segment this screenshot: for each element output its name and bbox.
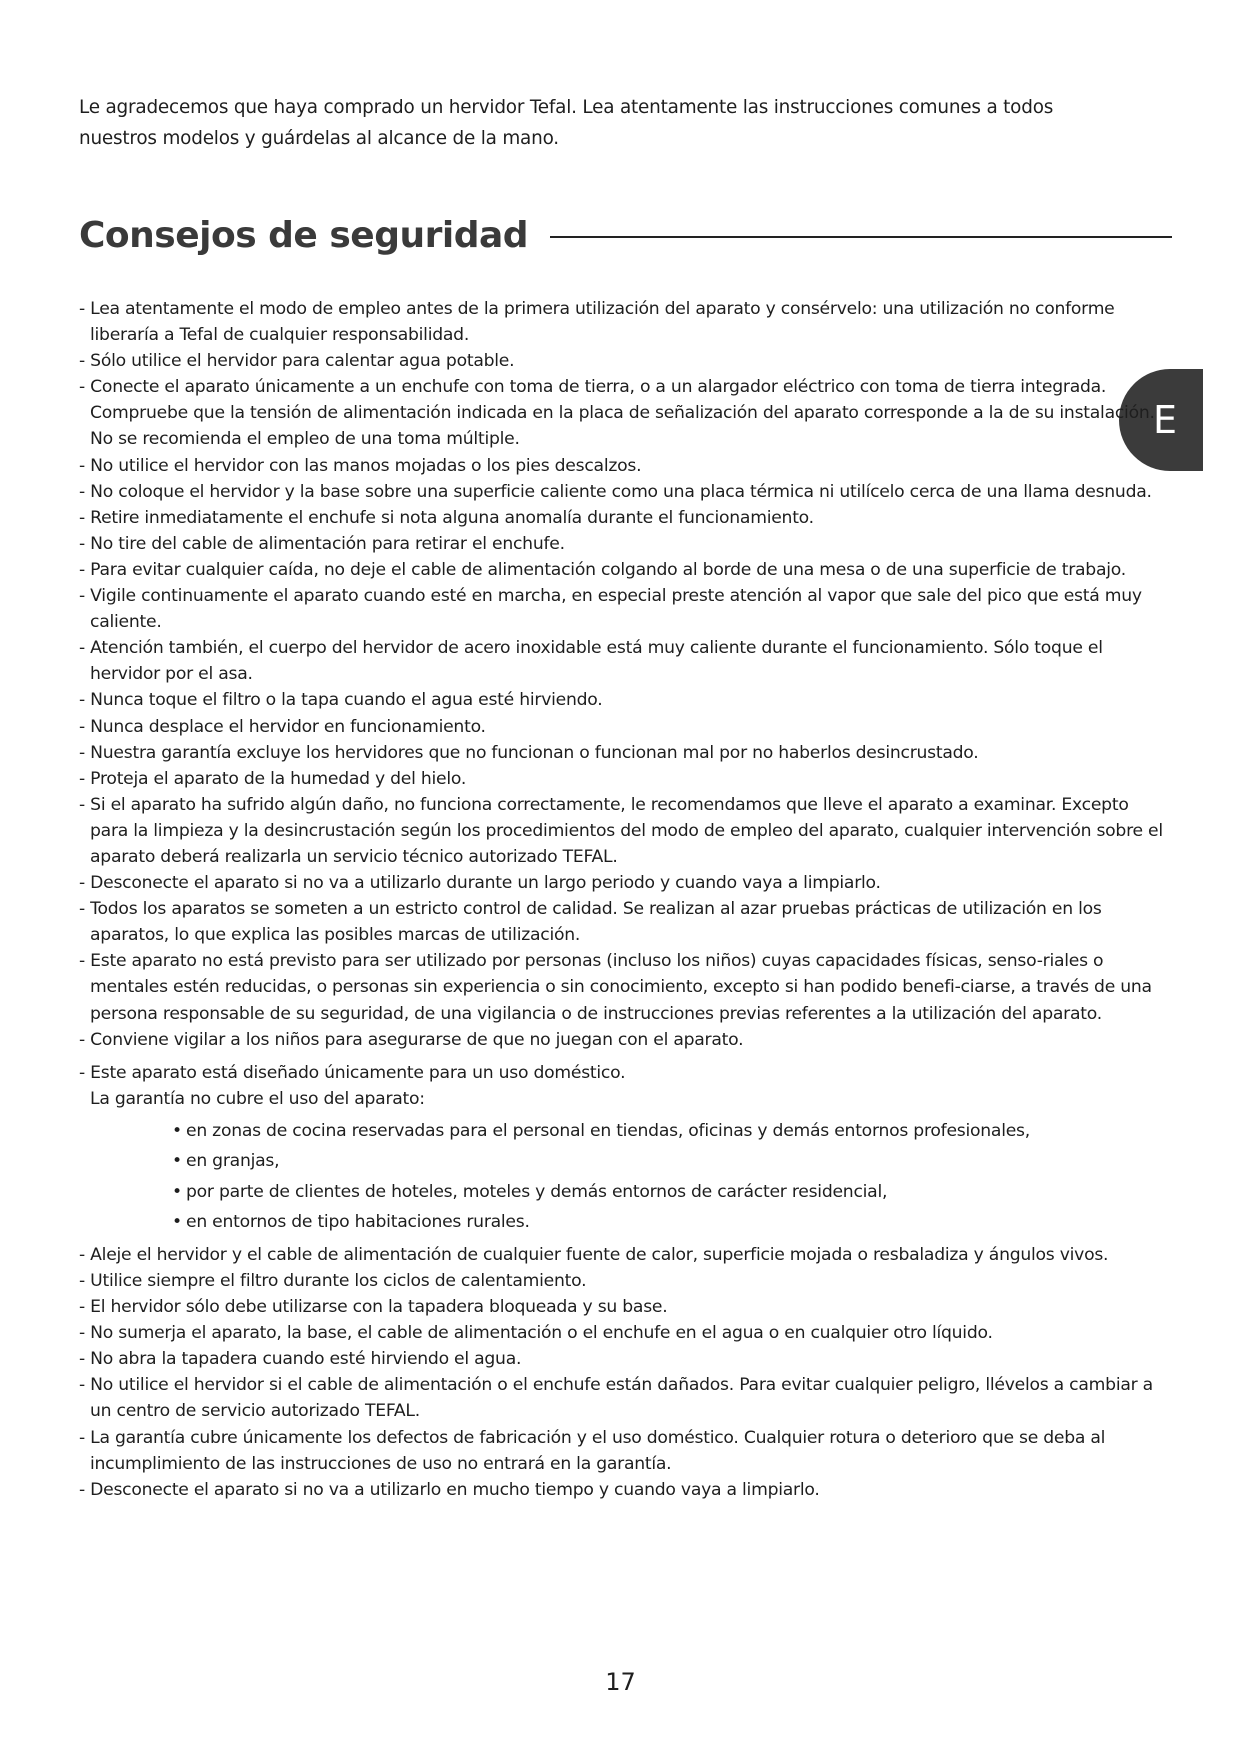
warranty-note: La garantía no cubre el uso del aparato:	[90, 1088, 425, 1109]
safety-item: - Conviene vigilar a los niños para asegurarse de que no juegan con el aparato.	[79, 1029, 744, 1050]
safety-item: - No sumerja el aparato, la base, el cable de alimentación o el enchufe en el agua o en cualquier otro líquido.	[79, 1323, 993, 1344]
safety-item: - Este aparato no está previsto para ser utilizado por personas (incluso los niños) cuyas capacidades físicas, senso-riales o mentales estén reducidas, o personas sin experiencia o sin conocimiento, excepto si han podido benefi-ciarse, a través de una persona responsable de su seguridad, de una vigilancia o de instrucciones previas referentes a la utilización del aparato.	[79, 951, 1152, 1024]
language-tab-letter: E	[1152, 398, 1177, 442]
safety-item: - Nunca toque el filtro o la tapa cuando el agua esté hirviendo.	[79, 690, 603, 711]
safety-item: - La garantía cubre únicamente los defectos de fabricación y el uso doméstico. Cualquier rotura o deterioro que se deba al incumplimiento de las instrucciones de uso no entrará en la garantía.	[79, 1427, 1106, 1474]
safety-item: - Nuestra garantía excluye los hervidores que no funcionan o funcionan mal por no haberlos desincrustado.	[79, 742, 979, 763]
safety-item: - Lea atentamente el modo de empleo antes de la primera utilización del aparato y consérvelo: una utilización no conforme liberaría a Tefal de cualquier responsabilidad.	[79, 299, 1115, 346]
safety-item: - Desconecte el aparato si no va a utilizarlo durante un largo periodo y cuando vaya a limpiarlo.	[79, 873, 881, 894]
safety-item: - No utilice el hervidor con las manos mojadas o los pies descalzos.	[79, 455, 642, 476]
exclusion-item: • por parte de clientes de hoteles, moteles y demás entornos de carácter residencial,	[172, 1181, 888, 1202]
warranty-exclusions	[90, 1116, 1169, 1238]
safety-item: - Vigile continuamente el aparato cuando esté en marcha, en especial preste atención al vapor que sale del pico que está muy caliente.	[79, 586, 1142, 633]
safety-item: - Retire inmediatamente el enchufe si nota alguna anomalía durante el funcionamiento.	[79, 507, 814, 528]
title-rule	[550, 236, 1172, 238]
safety-item: - Nunca desplace el hervidor en funcionamiento.	[79, 716, 486, 737]
section-header	[79, 210, 1172, 260]
exclusion-item: • en granjas,	[172, 1151, 280, 1172]
intro-paragraph: Le agradecemos que haya comprado un hervidor Tefal. Lea atentamente las instrucciones comunes a todos nuestros modelos y guárdelas al alcance de la mano.	[79, 97, 1054, 149]
safety-item: - Para evitar cualquier caída, no deje el cable de alimentación colgando al borde de una mesa o de una superficie de trabajo.	[79, 559, 1126, 580]
exclusion-item: • en entornos de tipo habitaciones rurales.	[172, 1212, 530, 1233]
safety-item: - No utilice el hervidor si el cable de alimentación o el enchufe están dañados. Para evitar cualquier peligro, llévelos a cambiar a un centro de servicio autorizado TEFAL.	[79, 1375, 1153, 1422]
safety-item: - Desconecte el aparato si no va a utilizarlo en mucho tiempo y cuando vaya a limpiarlo.	[79, 1479, 820, 1500]
page-number: 17	[605, 1668, 636, 1696]
safety-item: - Sólo utilice el hervidor para calentar agua potable.	[79, 351, 515, 372]
section-title: Consejos de seguridad	[79, 214, 529, 256]
safety-item: - Todos los aparatos se someten a un estricto control de calidad. Se realizan al azar pruebas prácticas de utilización en los aparatos, lo que explica las posibles marcas de utilización.	[79, 899, 1102, 946]
safety-item: - Proteja el aparato de la humedad y del hielo.	[79, 768, 467, 789]
safety-item: - No abra la tapadera cuando esté hirviendo el agua.	[79, 1349, 522, 1370]
safety-item-domestic: - Este aparato está diseñado únicamente para un uso doméstico. La garantía no cubre el uso del aparato: • en zonas de cocina reservadas para el personal en tiendas, oficinas y demás entornos profesionales, • en granjas, • por parte de clientes de hoteles, moteles y demás entornos de carácter residencial, • en entornos de tipo habitaciones rurales.	[79, 1060, 1169, 1238]
exclusion-item: • en zonas de cocina reservadas para el personal en tiendas, oficinas y demás entornos profesionales,	[172, 1120, 1030, 1141]
safety-item: - Aleje el hervidor y el cable de alimentación de cualquier fuente de calor, superficie mojada o resbaladiza y ángulos vivos.	[79, 1244, 1109, 1265]
safety-item: - Atención también, el cuerpo del hervidor de acero inoxidable está muy caliente durante el funcionamiento. Sólo toque el hervidor por el asa.	[79, 638, 1103, 685]
safety-item: - No coloque el hervidor y la base sobre una superficie caliente como una placa térmica ni utilícelo cerca de una llama desnuda.	[79, 481, 1152, 502]
safety-list	[79, 296, 1169, 1503]
safety-item: - Conecte el aparato únicamente a un enchufe con toma de tierra, o a un alargador eléctrico con toma de tierra integrada. Compruebe que la tensión de alimentación indicada en la placa de señalización del aparato corresponde a la de su instalación. No se recomienda el empleo de una toma múltiple.	[79, 377, 1155, 450]
safety-item: - No tire del cable de alimentación para retirar el enchufe.	[79, 533, 565, 554]
safety-item: - Si el aparato ha sufrido algún daño, no funciona correctamente, le recomendamos que lleve el aparato a examinar. Excepto para la limpieza y la desincrustación según los procedimientos del modo de empleo del aparato, cualquier intervención sobre el aparato deberá realizarla un servicio técnico autorizado TEFAL.	[79, 794, 1163, 867]
safety-item: - El hervidor sólo debe utilizarse con la tapadera bloqueada y su base.	[79, 1297, 668, 1318]
safety-item: - Utilice siempre el filtro durante los ciclos de calentamiento.	[79, 1271, 587, 1291]
